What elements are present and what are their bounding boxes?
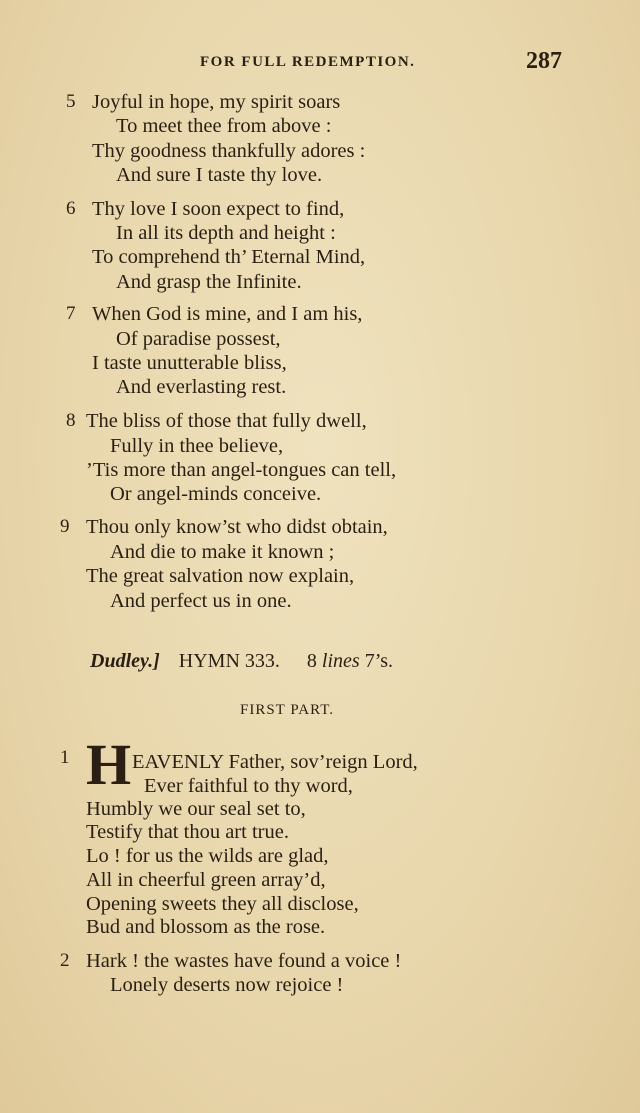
tune-name: Dudley.]: [90, 650, 160, 672]
verse-line: The great salvation now explain,: [86, 565, 355, 587]
stanza-number: 9: [60, 516, 70, 537]
part-title: FIRST PART.: [240, 702, 335, 718]
verse-line: Thy love I soon expect to find,: [92, 198, 345, 220]
verse-line: To comprehend th’ Eternal Mind,: [92, 246, 366, 268]
verse-line: Hark ! the wastes have found a voice !: [86, 950, 402, 972]
meter-type: 7’s.: [364, 650, 394, 672]
verse-line: And die to make it known ;: [110, 541, 335, 563]
hymn-heading: [90, 650, 393, 673]
verse-line: Bud and blossom as the rose.: [86, 916, 326, 938]
verse-line: ’Tis more than angel-tongues can tell,: [86, 459, 397, 481]
hymn-number: HYMN 333.: [178, 650, 280, 672]
verse-line: Fully in thee believe,: [110, 435, 284, 457]
stanza-number: 1: [60, 747, 70, 768]
verse-line: The bliss of those that fully dwell,: [86, 410, 367, 432]
verse-line: Ever faithful to thy word,: [144, 775, 353, 797]
verse-line: And perfect us in one.: [110, 590, 292, 612]
meter-count: 8: [306, 650, 317, 672]
verse-line: And sure I taste thy love.: [116, 164, 323, 186]
verse-line: I taste unutterable bliss,: [92, 352, 287, 374]
stanza-number: 7: [66, 303, 76, 324]
stanza-number: 8: [66, 410, 76, 431]
meter-lines: lines: [321, 650, 360, 672]
verse-line: Or angel-minds conceive.: [110, 483, 322, 505]
verse-line: Lo ! for us the wilds are glad,: [86, 845, 329, 867]
running-header: FOR FULL REDEMPTION.: [200, 54, 416, 70]
stanza-number: 5: [66, 91, 76, 112]
verse-line: In all its depth and height :: [116, 222, 336, 244]
verse-line: When God is mine, and I am his,: [92, 303, 363, 325]
verse-line: And everlasting rest.: [116, 376, 287, 398]
verse-line: Testify that thou art true.: [86, 821, 289, 843]
verse-line: To meet thee from above :: [116, 115, 332, 137]
verse-line: And grasp the Infinite.: [116, 271, 302, 293]
meter: [307, 650, 393, 672]
verse-line: Thou only know’st who didst obtain,: [86, 516, 388, 538]
verse-line: Lonely deserts now rejoice !: [110, 974, 344, 996]
verse-line: Joyful in hope, my spirit soars: [92, 91, 341, 113]
page-number: 287: [526, 48, 562, 74]
verse-line: Opening sweets they all disclose,: [86, 893, 359, 915]
verse-line: Of paradise possest,: [116, 328, 281, 350]
stanza-number: 6: [66, 198, 76, 219]
stanza-number: 2: [60, 950, 70, 971]
verse-line: EAVENLY Father, sov’reign Lord,: [132, 751, 418, 773]
verse-line: Humbly we our seal set to,: [86, 798, 306, 820]
verse-line: Thy goodness thankfully adores :: [92, 140, 366, 162]
drop-cap: H: [86, 732, 132, 797]
verse-line: All in cheerful green array’d,: [86, 869, 326, 891]
